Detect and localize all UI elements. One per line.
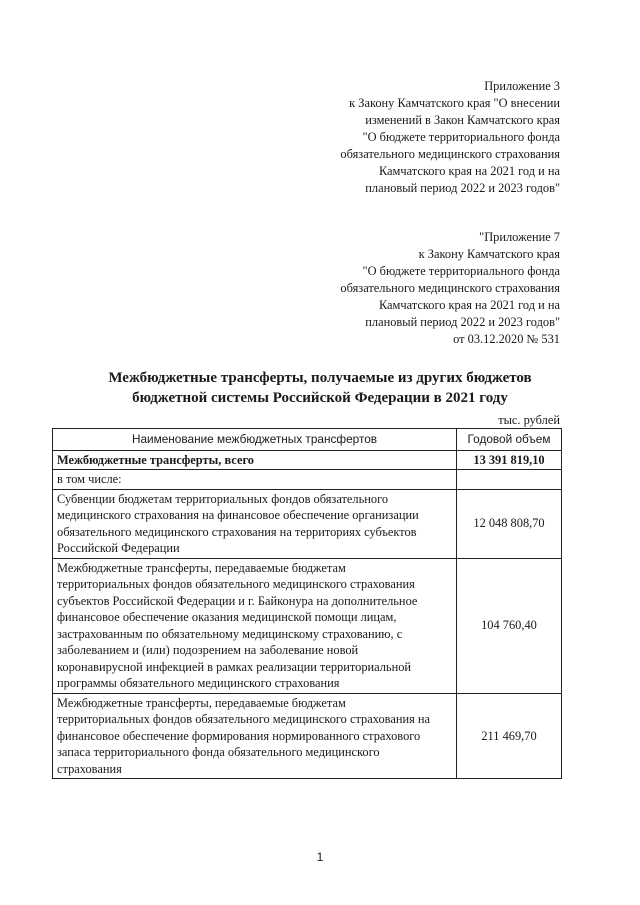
row-name xyxy=(53,693,457,779)
annex-3-line: Приложение 3 xyxy=(484,79,560,93)
subheading-label: в том числе: xyxy=(53,470,457,490)
document-title xyxy=(40,368,600,408)
annex-7-line: от 03.12.2020 № 531 xyxy=(453,332,560,346)
page-number: 1 xyxy=(316,850,324,864)
annex-7-line: "Приложение 7 xyxy=(479,230,560,244)
annex-7-line: Камчатского края на 2021 год и на xyxy=(378,298,560,312)
row-value: 104 760,40 xyxy=(457,558,562,693)
row-name-line: территориальных фондов обязательного медицинского страхования xyxy=(57,577,415,591)
row-name xyxy=(53,558,457,693)
annex-3-line: обязательного медицинского страхования xyxy=(340,147,560,161)
row-name-line: обязательного медицинского страхования на территориях субъектов xyxy=(57,524,417,539)
row-value: 211 469,70 xyxy=(457,693,562,779)
table-header-row xyxy=(53,429,562,451)
table-row xyxy=(53,489,562,558)
row-name-line: запаса территориального фонда обязательного медицинского xyxy=(57,745,380,759)
annex-3-header xyxy=(340,78,560,197)
header-name: Наименование межбюджетных трансфертов xyxy=(53,429,457,451)
annex-7-header xyxy=(340,229,560,348)
subheading-row xyxy=(53,470,562,490)
row-value: 12 048 808,70 xyxy=(457,489,562,558)
row-name-line: субъектов Российской Федерации и г. Байконура на дополнительное xyxy=(57,593,418,608)
row-name-line: финансовое обеспечение оказания медицинской помощи лицам, xyxy=(57,610,397,624)
annex-3-line: к Закону Камчатского края "О внесении xyxy=(349,96,560,110)
annex-7-line: обязательного медицинского страхования xyxy=(340,281,560,295)
row-name-line: Межбюджетные трансферты, передаваемые бюджетам xyxy=(57,695,346,710)
title-line-2: бюджетной системы Российской Федерации в 2021 году xyxy=(132,390,508,406)
annex-3-line: "О бюджете территориального фонда xyxy=(362,130,560,144)
total-row xyxy=(53,450,562,470)
row-name-line: финансовое обеспечение формирования нормированного страхового xyxy=(57,728,421,743)
row-name-line: Российской Федерации xyxy=(57,541,180,555)
title-line-1: Межбюджетные трансферты, получаемые из других бюджетов xyxy=(108,370,532,386)
row-name-line: заболеванием и (или) подозрением на заболевание новой xyxy=(57,643,359,657)
row-name-line: территориальных фондов обязательного медицинского страхования на xyxy=(57,712,431,726)
annex-7-line: "О бюджете территориального фонда xyxy=(362,264,560,278)
subheading-empty xyxy=(457,470,562,490)
row-name-line: коронавирусной инфекцией в рамках реализации территориальной xyxy=(57,659,412,674)
row-name xyxy=(53,489,457,558)
units-label: тыс. рублей xyxy=(498,413,560,427)
total-name: Межбюджетные трансферты, всего xyxy=(53,450,457,470)
row-name-line: Субвенции бюджетам территориальных фондов обязательного xyxy=(57,491,389,506)
table-row xyxy=(53,558,562,693)
annex-3-line: плановый период 2022 и 2023 годов" xyxy=(365,181,560,195)
annex-7-line: плановый период 2022 и 2023 годов" xyxy=(365,315,560,329)
row-name-line: Межбюджетные трансферты, передаваемые бюджетам xyxy=(57,560,346,575)
annex-7-line: к Закону Камчатского края xyxy=(418,247,560,261)
total-value: 13 391 819,10 xyxy=(457,450,562,470)
row-name-line: страхования xyxy=(57,761,122,776)
table-row xyxy=(53,693,562,779)
transfers-table xyxy=(52,428,562,779)
row-name-line: застрахованным по обязательному медицинскому страхованию, с xyxy=(57,626,403,641)
annex-3-line: Камчатского края на 2021 год и на xyxy=(378,164,560,178)
header-value: Годовой объем xyxy=(457,429,562,451)
annex-3-line: изменений в Закон Камчатского края xyxy=(365,113,560,127)
row-name-line: программы обязательного медицинского страхования xyxy=(57,676,340,690)
row-name-line: медицинского страхования на финансовое обеспечение организации xyxy=(57,508,419,522)
